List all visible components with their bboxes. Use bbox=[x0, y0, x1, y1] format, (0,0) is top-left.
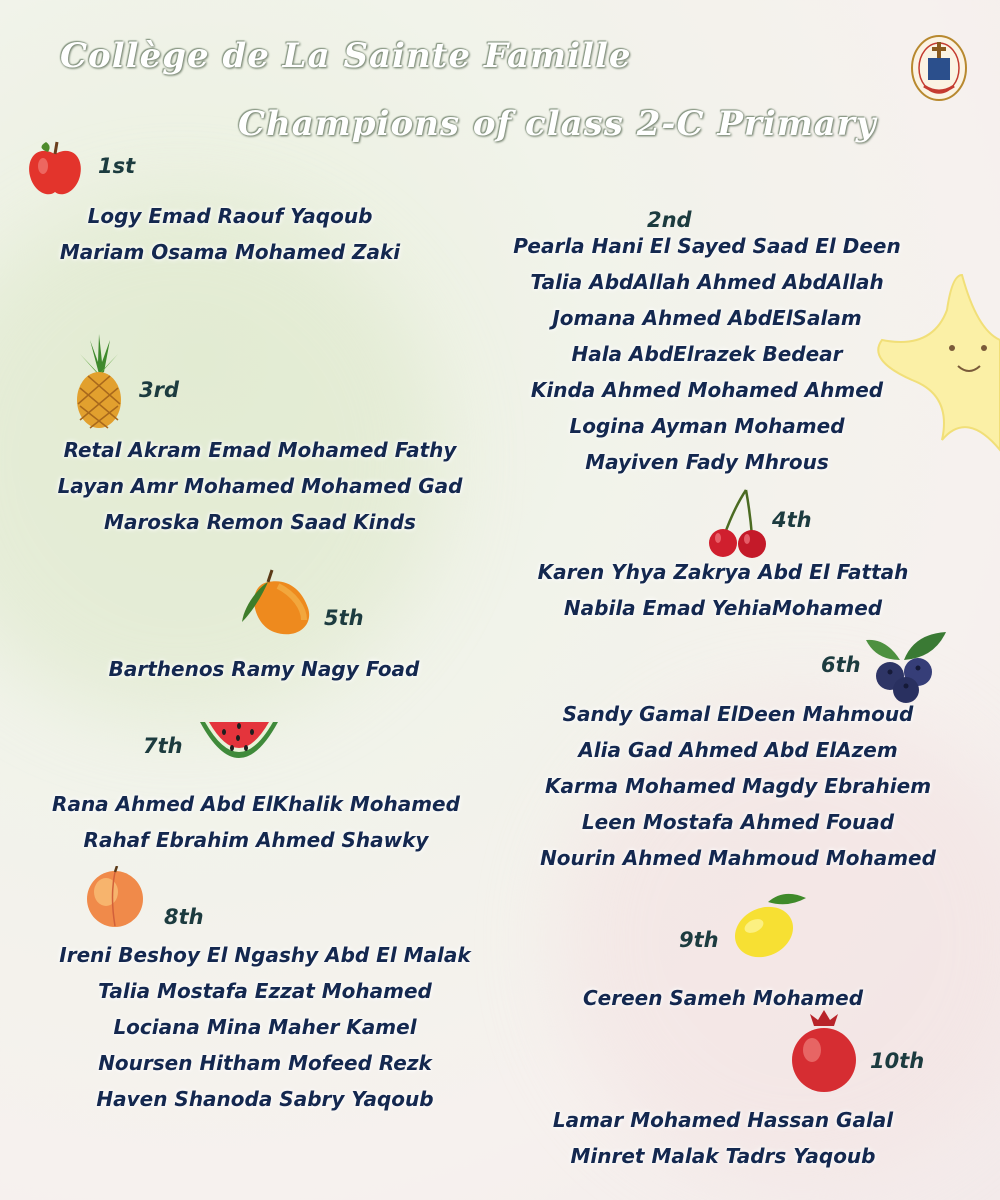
student-name: Minret Malak Tadrs Yaqoub bbox=[570, 1144, 876, 1168]
student-name: Logina Ayman Mohamed bbox=[569, 414, 845, 438]
student-name: Ireni Beshoy El Ngashy Abd El Malak bbox=[59, 943, 471, 967]
names-list-7th bbox=[36, 786, 476, 858]
student-name: Hala AbdElrazek Bedear bbox=[571, 342, 843, 366]
student-name: Jomana Ahmed AbdElSalam bbox=[552, 306, 862, 330]
student-name: Mariam Osama Mohamed Zaki bbox=[59, 240, 401, 264]
student-name: Alia Gad Ahmed Abd ElAzem bbox=[578, 738, 898, 762]
names-list-3rd bbox=[40, 432, 480, 540]
student-name: Lociana Mina Maher Kamel bbox=[113, 1015, 417, 1039]
names-list-4th bbox=[513, 554, 933, 626]
names-list-5th bbox=[64, 651, 464, 687]
names-list-6th bbox=[518, 696, 958, 876]
apple-icon bbox=[26, 138, 84, 198]
rank-label-8th: 8th bbox=[164, 905, 204, 929]
rank-label-5th: 5th bbox=[324, 606, 364, 630]
student-name: Rana Ahmed Abd ElKhalik Mohamed bbox=[52, 792, 460, 816]
student-name: Leen Mostafa Ahmed Fouad bbox=[581, 810, 895, 834]
student-name: Talia Mostafa Ezzat Mohamed bbox=[98, 979, 432, 1003]
mango-icon bbox=[238, 564, 316, 638]
rank-label-2nd: 2nd bbox=[647, 208, 692, 232]
school-title: Collège de La Sainte Famille bbox=[60, 36, 632, 76]
student-name: Karen Yhya Zakrya Abd El Fattah bbox=[537, 560, 909, 584]
rank-label-3rd: 3rd bbox=[139, 378, 180, 402]
lemon-icon bbox=[730, 886, 806, 962]
names-list-2nd bbox=[497, 228, 917, 480]
rank-label-1st: 1st bbox=[98, 154, 136, 178]
student-name: Logy Emad Raouf Yaqoub bbox=[87, 204, 373, 228]
names-list-10th bbox=[523, 1102, 923, 1174]
student-name: Lamar Mohamed Hassan Galal bbox=[552, 1108, 894, 1132]
student-name: Talia AbdAllah Ahmed AbdAllah bbox=[530, 270, 884, 294]
rank-label-7th: 7th bbox=[143, 734, 183, 758]
rank-label-9th: 9th bbox=[679, 928, 719, 952]
student-name: Nourin Ahmed Mahmoud Mohamed bbox=[540, 846, 936, 870]
student-name: Layan Amr Mohamed Mohamed Gad bbox=[57, 474, 463, 498]
student-name: Haven Shanoda Sabry Yaqoub bbox=[96, 1087, 434, 1111]
student-name: Kinda Ahmed Mohamed Ahmed bbox=[530, 378, 884, 402]
names-list-8th bbox=[35, 937, 495, 1117]
rank-label-4th: 4th bbox=[772, 508, 812, 532]
student-name: Cereen Sameh Mohamed bbox=[582, 986, 864, 1010]
student-name: Barthenos Ramy Nagy Foad bbox=[108, 657, 420, 681]
student-name: Sandy Gamal ElDeen Mahmoud bbox=[562, 702, 914, 726]
names-list-9th bbox=[523, 980, 923, 1016]
cherry-icon bbox=[706, 488, 768, 560]
student-name: Retal Akram Emad Mohamed Fathy bbox=[63, 438, 457, 462]
pomegranate-icon bbox=[786, 1010, 862, 1094]
student-name: Noursen Hitham Mofeed Rezk bbox=[98, 1051, 432, 1075]
school-crest-icon bbox=[910, 34, 968, 102]
peach-icon bbox=[84, 866, 146, 928]
student-name: Mayiven Fady Mhrous bbox=[585, 450, 829, 474]
rank-label-10th: 10th bbox=[870, 1049, 925, 1073]
student-name: Pearla Hani El Sayed Saad El Deen bbox=[513, 234, 901, 258]
student-name: Rahaf Ebrahim Ahmed Shawky bbox=[83, 828, 429, 852]
rank-label-6th: 6th bbox=[821, 653, 861, 677]
class-title: Champions of class 2-C Primary bbox=[238, 104, 877, 144]
student-name: Maroska Remon Saad Kinds bbox=[104, 510, 416, 534]
names-list-1st bbox=[30, 198, 430, 270]
blueberry-icon bbox=[864, 630, 948, 704]
student-name: Karma Mohamed Magdy Ebrahiem bbox=[544, 774, 932, 798]
student-name: Nabila Emad YehiaMohamed bbox=[563, 596, 883, 620]
pineapple-icon bbox=[72, 334, 126, 430]
watermelon-icon bbox=[196, 714, 282, 774]
